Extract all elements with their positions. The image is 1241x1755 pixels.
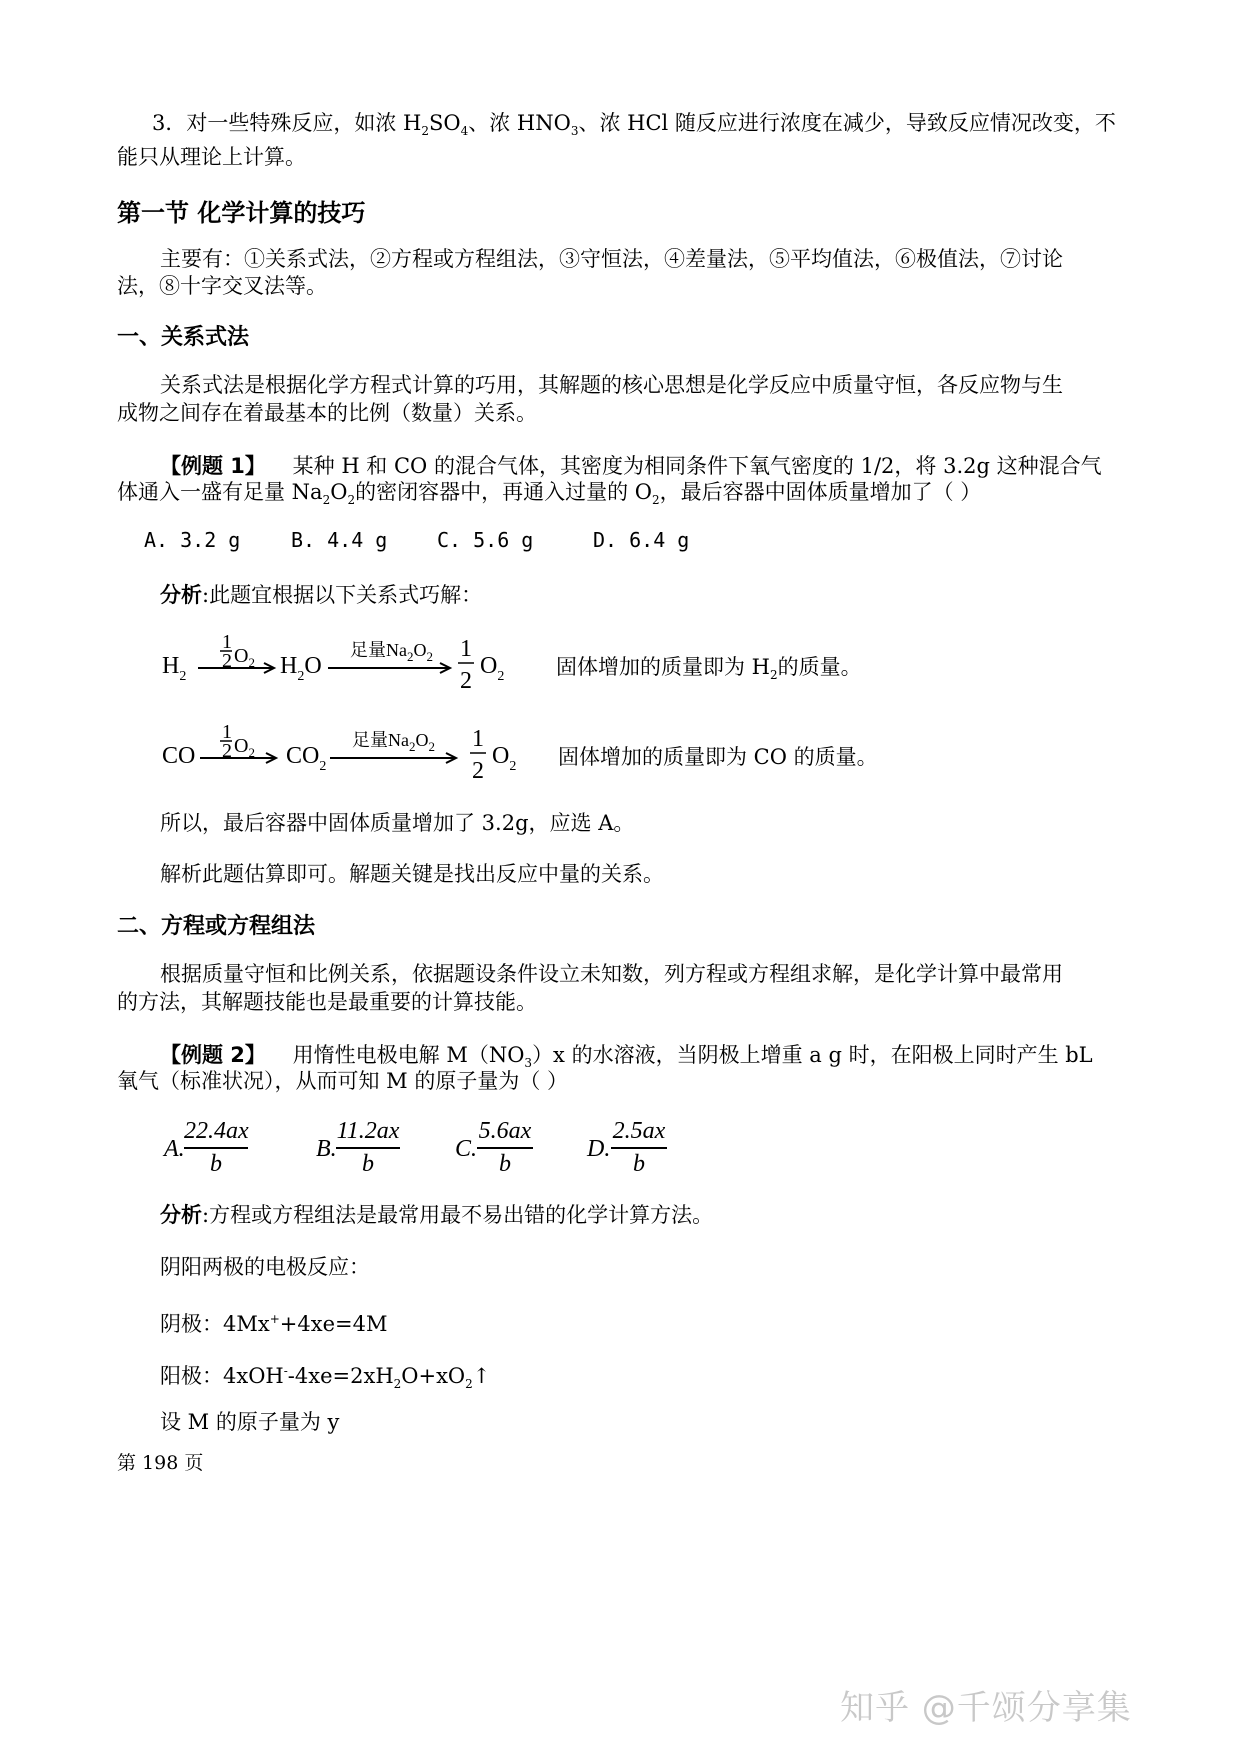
example1-option-c: C. 5.6 g bbox=[437, 528, 534, 552]
eq1-note: 固体增加的质量即为 $H_2$的质量。 bbox=[556, 655, 862, 683]
example1-option-d: D. 6.4 g bbox=[593, 528, 690, 552]
eq1-half-den: 2 bbox=[222, 650, 232, 672]
eq1-condition: 足量$Na_2O_2$ bbox=[350, 640, 433, 664]
intro-point: 3．对一些特殊反应，如浓 $H_2SO_4$、浓 $HNO_3$、浓 HCl 随反应进行浓度在减少，导致反应情况改变，不 bbox=[152, 111, 1116, 139]
equation-para-line1: 根据质量守恒和比例关系，依据题设条件设立未知数，列方程或方程组求解，是化学计算中最常用 bbox=[160, 962, 1063, 986]
example1-line2: 体通入一盛有足量 $Na_2O_2$的密闭容器中，再通入过量的 $O_2$，最后容器中固体质量增加了（ ） bbox=[117, 480, 982, 508]
eq2-co: CO bbox=[162, 743, 196, 769]
cathode-reaction: 阴极：4Mx++4xe=4M bbox=[160, 1312, 388, 1336]
analysis1-label: 分析 bbox=[160, 583, 202, 607]
conclusion1: 所以，最后容器中固体质量增加了 3.2g，应选 A。 bbox=[160, 811, 635, 835]
eq2-condition: 足量$Na_2O_2$ bbox=[352, 730, 435, 754]
analysis2-label: 分析 bbox=[160, 1203, 202, 1227]
eq2-co2: $CO_2$ bbox=[286, 743, 327, 774]
eq1-half-num: 1 bbox=[222, 631, 232, 653]
anode-reaction: 阳极：$4xOH^--4xe=2xH_2O+xO_2↑$ bbox=[160, 1364, 491, 1392]
example2-line1: 【例题 2】 用惰性电极电解 $M(NO_3)x$ 的水溶液，当阴极上增重 a g 时，在阳极上同时产生 bL bbox=[160, 1043, 1093, 1071]
section-title: 第一节 化学计算的技巧 bbox=[117, 199, 366, 227]
eq1-h2o: $H_2O$ bbox=[280, 653, 322, 684]
eq1-end-o2: $O_2$ bbox=[480, 653, 505, 684]
relation-para-line1: 关系式法是根据化学方程式计算的巧用，其解题的核心思想是化学反应中质量守恒，各反应物与生 bbox=[160, 373, 1063, 397]
methods-line1: 主要有：①关系式法，②方程或方程组法，③守恒法，④差量法，⑤平均值法，⑥极值法，⑦讨论 bbox=[160, 247, 1063, 271]
heading-equation-method: 二、方程或方程组法 bbox=[117, 914, 316, 939]
let-line: 设 M 的原子量为 y bbox=[160, 1410, 340, 1434]
up-arrow-icon: ↑ bbox=[472, 1364, 491, 1388]
example1-option-b: B. 4.4 g bbox=[291, 528, 388, 552]
analysis2: 分析:方程或方程组法是最常用最不易出错的化学计算方法。 bbox=[160, 1203, 714, 1227]
example1-line1: 【例题 1】 某种 H 和 CO 的混合气体，其密度为相同条件下氧气密度的 1/2，将 3.2g 这种混合气 bbox=[160, 454, 1102, 478]
page-number: 第 198 页 bbox=[117, 1452, 204, 1474]
eq2-half-num: 1 bbox=[222, 721, 232, 743]
example2-line2: 氧气（标准状况），从而可知 M 的原子量为（ ） bbox=[117, 1069, 569, 1093]
relation-para-line2: 成物之间存在着最基本的比例（数量）关系。 bbox=[117, 401, 537, 425]
eq2-half-den: 2 bbox=[222, 740, 232, 762]
eq2-end-o2: $O_2$ bbox=[492, 743, 517, 774]
analysis1: 分析:此题宜根据以下关系式巧解： bbox=[160, 583, 483, 607]
heading-relation-method: 一、关系式法 bbox=[117, 325, 250, 350]
remark1: 解析此题估算即可。解题关键是找出反应中量的关系。 bbox=[160, 862, 664, 886]
eq1-end-den: 2 bbox=[460, 668, 472, 694]
intro-point-line2: 能只从理论上计算。 bbox=[117, 145, 306, 169]
watermark: 知乎 @千颂分享集 bbox=[840, 1688, 1132, 1728]
example1-option-a: A. 3.2 g bbox=[144, 528, 241, 552]
eq1-o2-top: $O_2$ bbox=[234, 645, 255, 670]
eq1-end-num: 1 bbox=[460, 636, 472, 662]
eq2-end-den: 2 bbox=[472, 758, 484, 784]
eq2-end-num: 1 bbox=[472, 726, 484, 752]
methods-line2: 法，⑧十字交叉法等。 bbox=[117, 274, 327, 298]
eq2-note: 固体增加的质量即为 CO 的质量。 bbox=[558, 745, 878, 769]
example1-label: 【例题 1】 bbox=[160, 454, 266, 478]
electrode-intro: 阴阳两极的电极反应： bbox=[160, 1255, 370, 1279]
example2-label: 【例题 2】 bbox=[160, 1043, 266, 1067]
eq1-h2: $H_2$ bbox=[162, 653, 187, 684]
eq2-o2-top: $O_2$ bbox=[234, 735, 255, 760]
equation-para-line2: 的方法，其解题技能也是最重要的计算技能。 bbox=[117, 990, 537, 1014]
